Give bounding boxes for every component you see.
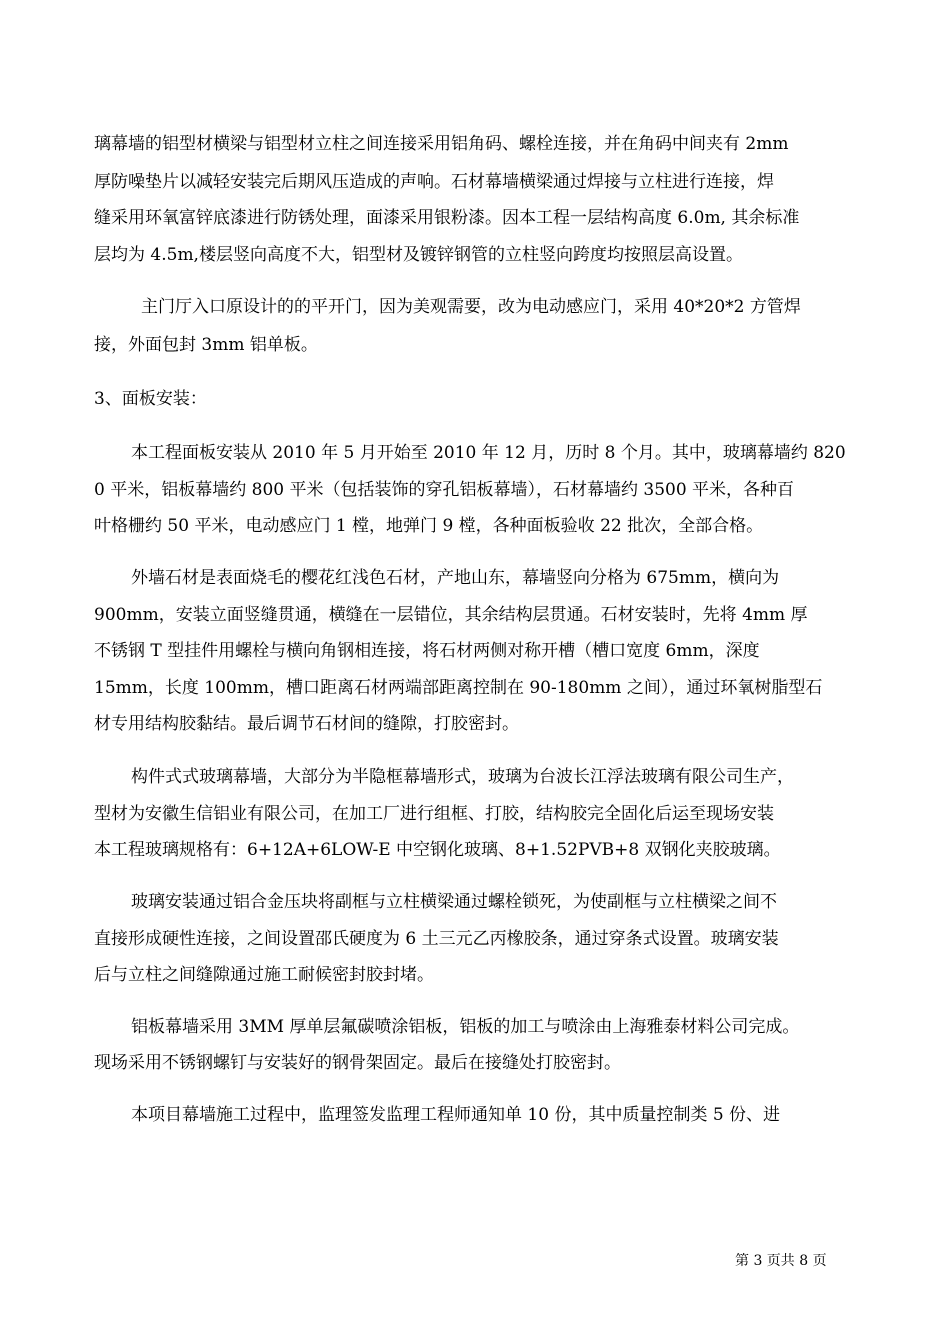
- text-line: 本工程玻璃规格有：6+12A+6LOW-E 中空钢化玻璃、8+1.52PVB+8 双钢化夹胶玻璃。: [94, 840, 781, 860]
- section-heading: 3、面板安装：: [94, 389, 207, 409]
- text-line: 直接形成硬性连接，之间设置邵氏硬度为 6 土三元乙丙橡胶条，通过穿条式设置。玻璃安装: [94, 929, 779, 949]
- text-line: 材专用结构胶黏结。最后调节石材间的缝隙，打胶密封。: [94, 714, 519, 734]
- text-line: 接，外面包封 3mm 铝单板。: [94, 335, 318, 355]
- text-line: 本项目幕墙施工过程中，监理签发监理工程师通知单 10 份，其中质量控制类 5 份、进: [131, 1105, 781, 1125]
- page-number: 第 3 页共 8 页: [735, 1253, 827, 1269]
- text-line: 玻璃安装通过铝合金压块将副框与立柱横梁通过螺栓锁死，为使副框与立柱横梁之间不: [131, 892, 777, 912]
- text-line: 璃幕墙的铝型材横梁与铝型材立柱之间连接采用铝角码、螺栓连接，并在角码中间夹有 2mm: [94, 134, 789, 154]
- text-line: 现场采用不锈钢螺钉与安装好的钢骨架固定。最后在接缝处打胶密封。: [94, 1053, 621, 1073]
- text-line: 铝板幕墙采用 3MM 厚单层氟碳喷涂铝板，铝板的加工与喷涂由上海雅泰材料公司完成。: [131, 1017, 800, 1037]
- text-line: 叶格栅约 50 平米，电动感应门 1 樘，地弹门 9 樘，各种面板验收 22 批次，全部合格。: [94, 516, 764, 536]
- text-line: 15mm，长度 100mm，槽口距离石材两端部距离控制在 90-180mm 之间），通过环氧树脂型石: [94, 678, 823, 698]
- text-line: 外墙石材是表面烧毛的樱花红浅色石材，产地山东，幕墙竖向分格为 675mm，横向为: [131, 568, 780, 588]
- text-line: 厚防噪垫片以减轻安装完后期风压造成的声响。石材幕墙横梁通过焊接与立柱进行连接，焊: [94, 172, 774, 192]
- text-line: 主门厅入口原设计的的平开门，因为美观需要，改为电动感应门，采用 40*20*2 方管焊: [141, 297, 801, 317]
- text-line: 0 平米，铝板幕墙约 800 平米（包括装饰的穿孔铝板幕墙），石材幕墙约 3500 平米，各种百: [94, 480, 795, 500]
- text-line: 本工程面板安装从 2010 年 5 月开始至 2010 年 12 月，历时 8 个月。其中，玻璃幕墙约 820: [131, 443, 846, 463]
- text-line: 缝采用环氧富锌底漆进行防锈处理，面漆采用银粉漆。因本工程一层结构高度 6.0m, 其余标准: [94, 208, 800, 228]
- text-line: 后与立柱之间缝隙通过施工耐候密封胶封堵。: [94, 965, 434, 985]
- text-line: 构件式式玻璃幕墙，大部分为半隐框幕墙形式，玻璃为台波长江浮法玻璃有限公司生产，: [131, 767, 794, 787]
- text-line: 900mm，安装立面竖缝贯通，横缝在一层错位，其余结构层贯通。石材安装时，先将 4mm 厚: [94, 605, 808, 625]
- text-line: 层均为 4.5m,楼层竖向高度不大，铝型材及镀锌钢管的立柱竖向跨度均按照层高设置。: [94, 245, 743, 265]
- text-line: 型材为安徽生信铝业有限公司，在加工厂进行组框、打胶，结构胶完全固化后运至现场安装: [94, 804, 774, 824]
- text-line: 不锈钢 T 型挂件用螺栓与横向角钢相连接，将石材两侧对称开槽（槽口宽度 6mm，深度: [94, 641, 760, 661]
